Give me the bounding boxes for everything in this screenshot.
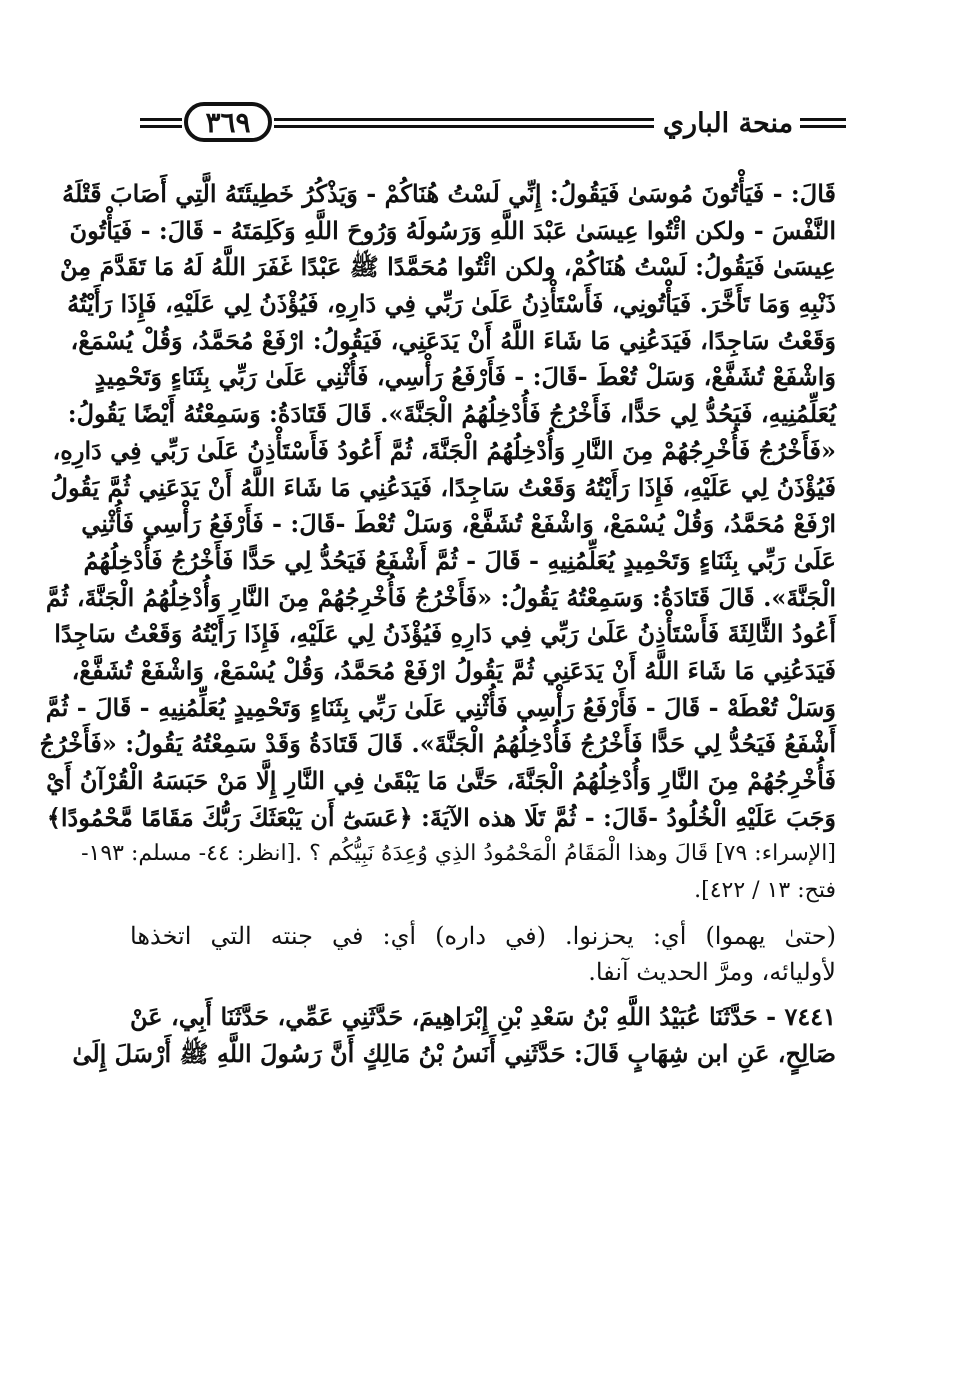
commentary-line: لأوليائه، ومرَّ الحديث آنفا. xyxy=(588,958,836,987)
text-line: عِيسَىٰ فَيَقُولُ: لَسْتُ هُنَاكُمْ، ولكن ائْتُوا مُحَمَّدًا ﷺ عَبْدًا غَفَرَ اللَّهُ لَهُ مَا تَقَدَّمَ مِنْ xyxy=(59,252,836,282)
text-line: فَيُؤْذَنُ لِي عَلَيْهِ، فَإِذَا رَأَيْتُهُ وَقَعْتُ سَاجِدًا، فَيَدَعُنِي مَا شَاءَ اللَّهُ أَنْ يَدَعَنِي ثُمَّ يَقُولُ xyxy=(50,472,836,502)
book-title: منحة الباري xyxy=(662,108,794,139)
text-line: قَالَ: - فَيَأْتُونَ مُوسَىٰ فَيَقُولُ: إِنِّي لَسْتُ هُنَاكُمْ - وَيَذْكُرُ خَطِيئَتَهُ الَّتِي أَصَابَ قَتْلَهُ xyxy=(62,179,836,208)
text-line: ارْفَعْ مُحَمَّدُ، وَقُلْ يُسْمَعْ، وَاشْفَعْ تُشَفَّعْ، وَسَلْ تُعْطَ -قَالَ: - فَأَرْفَعُ رَأْسِي فَأُثْنِي xyxy=(81,509,836,539)
spacer xyxy=(130,910,836,918)
text-line: أَشْفَعُ فَيَحُدُّ لِي حَدًّا فَأَخْرُجُ فَأُدْخِلُهُمُ الْجَنَّةَ». قَالَ قَتَادَةُ وَقَدْ سَمِعْتُهُ يَقُولُ: «فَأَخْرُجُ xyxy=(39,729,836,759)
text-line: وَجَبَ عَلَيْهِ الْخُلُودُ -قَالَ: - ثُمَّ تَلَا هذه الآيَةَ: ﴿عَسَىٰٓ أَن يَبْعَثَكَ رَبُّكَ مَقَامًا مَّحْمُودًا﴾ xyxy=(46,802,836,832)
spacer xyxy=(130,991,836,999)
hadith-reference xyxy=(81,836,836,909)
text-line: وَسَلْ تُعْطَهْ - قَالَ - فَأَرْفَعُ رَأْسِي فَأُثْنِي عَلَىٰ رَبِّي بِثَنَاءٍ وَتَحْمِيدٍ يُعَلِّمُنِيهِ - قَالَ - ثُمَّ xyxy=(45,692,836,722)
text-line: وَاشْفَعْ تُشَفَّعْ، وَسَلْ تُعْطَ -قَالَ: - فَأَرْفَعُ رَأْسِي، فَأُثْنِي عَلَىٰ رَبِّي بِثَنَاءٍ وَتَحْمِيدٍ xyxy=(94,362,836,392)
text-line: ٧٤٤١ - حَدَّثَنَا عُبَيْدُ اللَّهِ بْنُ سَعْدِ بْنِ إِبْرَاهِيمَ، حَدَّثَنِي عَمِّي، حَدَّثَنَا أَبِي، عَنْ xyxy=(130,1002,836,1032)
header-rule xyxy=(800,125,846,128)
page-body xyxy=(39,176,836,1073)
text-line: فَيَدَعُنِي مَا شَاءَ اللَّهُ أَنْ يَدَعَنِي ثُمَّ يَقُولُ ارْفَعْ مُحَمَّدُ، وَقُلْ يُسْمَعْ، وَاشْفَعْ تُشَفَّعْ، xyxy=(71,655,836,685)
reference-line: فتح: ١٣ / ٤٢٢]. xyxy=(694,878,836,904)
commentary-text xyxy=(130,918,836,991)
reference-line: [الإسراء: ٧٩] قَالَ وهذا الْمَقَامُ الْمَحْمُودُ الذِي وُعِدَهُ نَبِيُّكُم ؟ .[انظر: ٤٤- مسلم: ١٩٣- xyxy=(81,841,836,867)
text-line: صَالِحٍ، عَنِ ابن شِهَابٍ قَالَ: حَدَّثَنِي أَنَسُ بْنُ مَالِكٍ أَنَّ رَسُولَ اللَّهِ ﷺ أَرْسَلَ إِلَىٰ xyxy=(72,1038,836,1068)
text-line: وَقَعْتُ سَاجِدًا، فَيَدَعُنِي مَا شَاءَ اللَّهُ أَنْ يَدَعَنِي، فَيَقُولُ: ارْفَعْ مُحَمَّدُ، وَقُلْ يُسْمَعْ، xyxy=(70,325,836,355)
text-line: أَعُودُ الثَّالِثَةَ فَأَسْتَأْذِنُ عَلَىٰ رَبِّي فِي دَارِهِ فَيُؤْذَنُ لِي عَلَيْهِ، فَإِذَا رَأَيْتُهُ وَقَعْتُ سَاجِدًا xyxy=(54,619,836,649)
hadith-text xyxy=(39,176,836,836)
header-rule xyxy=(274,118,654,121)
header-rule xyxy=(800,118,846,121)
header-rule xyxy=(140,118,182,121)
text-line: يُعَلِّمُنِيهِ، فَيَحُدُّ لِي حَدًّا، فَأَخْرُجُ فَأُدْخِلُهُمُ الْجَنَّةَ». قَالَ قَتَادَةُ: وَسَمِعْتُهُ أَيْضًا يَقُولُ: xyxy=(67,399,836,429)
text-line: فَأُخْرِجُهُمْ مِنَ النَّارِ وَأُدْخِلُهُمُ الْجَنَّةَ، حَتَّىٰ مَا يَبْقَىٰ فِي النَّارِ إِلَّا مَنْ حَبَسَهُ الْقُرْآنُ أَيْ xyxy=(46,766,836,795)
text-line: ذَنْبِهِ وَمَا تَأَخَّرَ. فَيَأْتُونِي، فَأَسْتَأْذِنُ عَلَىٰ رَبِّي فِي دَارِهِ، فَيُؤْذَنُ لِي عَلَيْهِ، فَإِذَا رَأَيْتُهُ xyxy=(67,289,836,319)
text-line: «فَأَخْرُجُ فَأُخْرِجُهُمْ مِنَ النَّارِ وَأُدْخِلُهُمُ الْجَنَّةَ، ثُمَّ أَعُودُ فَأَسْتَأْذِنُ عَلَىٰ رَبِّي فِي دَارِهِ، xyxy=(52,435,836,465)
commentary-line: (حتىٰ يهموا) أي: يحزنوا. (في داره) أي: في جنته التي اتخذها xyxy=(130,921,836,950)
page-header xyxy=(140,96,846,152)
text-line: الْجَنَّةَ». قَالَ قَتَادَةُ: وَسَمِعْتُهُ يَقُولُ: «فَأَخْرُجُ فَأُخْرِجُهُمْ مِنَ النَّارِ وَأُدْخِلُهُمُ الْجَنَّةَ، ثُمَّ xyxy=(45,582,836,612)
next-hadith-text xyxy=(72,999,836,1072)
header-rule xyxy=(140,125,182,128)
page-number: ٣٦٩ xyxy=(184,102,272,142)
header-rule xyxy=(274,125,654,128)
text-line: النَّفْسَ - ولكن ائْتُوا عِيسَىٰ عَبْدَ اللَّهِ وَرَسُولَهُ وَرُوحَ اللَّهِ وَكَلِمَتَهُ - قَالَ: - فَيَأْتُونَ xyxy=(69,215,836,245)
text-line: عَلَىٰ رَبِّي بِثَنَاءٍ وَتَحْمِيدٍ يُعَلِّمُنِيهِ - قَالَ - ثُمَّ أَشْفَعُ فَيَحُدُّ لِي حَدًّا فَأَخْرُجُ فَأُدْخِلُهُمُ xyxy=(83,545,836,575)
